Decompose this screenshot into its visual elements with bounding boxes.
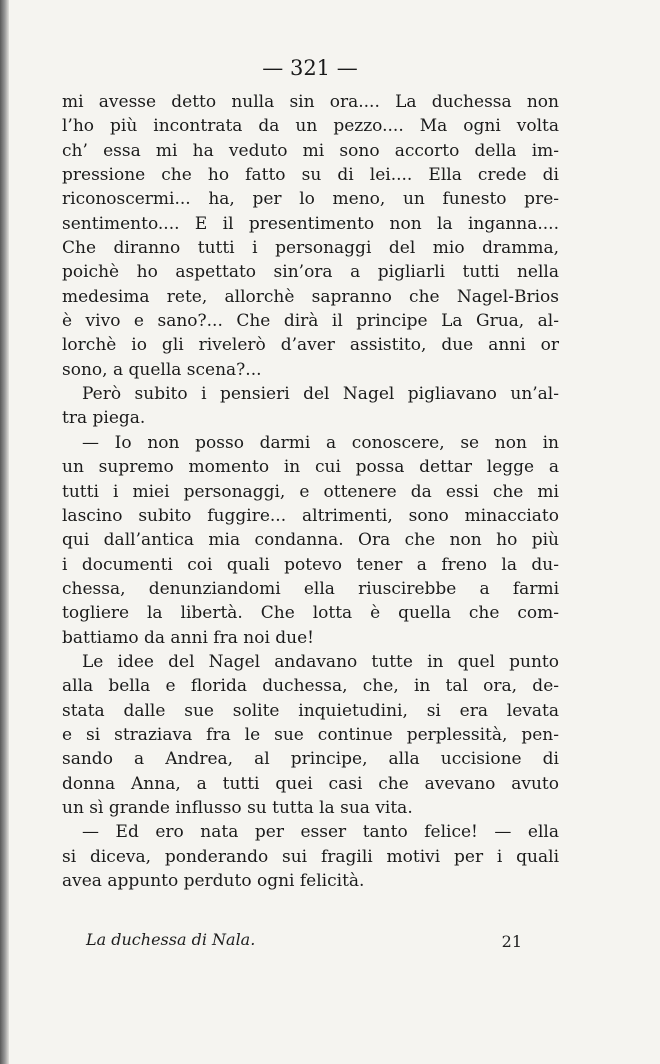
page-number: — 321 — — [262, 56, 358, 80]
text-line: un sì grande influsso su tutta la sua vita. — [62, 797, 413, 818]
text-line: qui dall’antica mia condanna. Ora che non ho più — [62, 530, 559, 551]
page-spine-shadow — [0, 0, 9, 1064]
text-line: donna Anna, a tutti quei casi che avevano avuto — [62, 773, 559, 794]
text-line: alla bella e florida duchessa, che, in tal ora, de- — [62, 676, 559, 697]
text-line: Le idee del Nagel andavano tutte in quel punto — [82, 651, 559, 672]
text-line: — Ed ero nata per esser tanto felice! — ella — [82, 822, 559, 843]
text-line: avea appunto perduto ogni felicità. — [62, 871, 365, 891]
text-line: un supremo momento in cui possa dettar legge a — [62, 457, 559, 478]
body-text — [62, 90, 559, 893]
text-line: riconoscermi... ha, per lo meno, un funesto pre- — [62, 189, 559, 210]
text-line: è vivo e sano?... Che dirà il principe La Grua, al- — [62, 311, 559, 332]
text-line: stata dalle sue solite inquietudini, si era levata — [62, 700, 559, 721]
text-line: sentimento.... E il presentimento non la inganna.... — [62, 213, 559, 234]
text-line: Però subito i pensieri del Nagel pigliavano un’al- — [82, 384, 559, 405]
text-line: tra piega. — [62, 408, 146, 429]
text-line: togliere la libertà. Che lotta è quella che com- — [62, 603, 559, 624]
footer-signature-mark: 21 — [501, 932, 522, 951]
text-line: e si straziava fra le sue continue perplessità, pen- — [62, 724, 559, 745]
text-line: pressione che ho fatto su di lei.... Ella crede di — [62, 165, 559, 186]
page-footer — [86, 930, 522, 958]
text-line: poichè ho aspettato sin’ora a pigliarli tutti nella — [62, 262, 559, 283]
text-line: lorchè io gli rivelerò d’aver assistito, due anni or — [62, 335, 559, 356]
text-line: chessa, denunziandomi ella riuscirebbe a farmi — [62, 578, 559, 599]
text-line: Che diranno tutti i personaggi del mio dramma, — [62, 238, 559, 259]
text-line: l’ho più incontrata da un pezzo.... Ma ogni volta — [62, 116, 559, 137]
text-line: lascino subito fuggire... altrimenti, sono minacciato — [62, 505, 559, 526]
text-line: ch’ essa mi ha veduto mi sono accorto della im- — [62, 140, 559, 161]
text-line: medesima rete, allorchè sapranno che Nagel-Brios — [62, 286, 559, 307]
footer-book-title: La duchessa di Nala. — [86, 930, 256, 949]
text-line: si diceva, ponderando sui fragili motivi per i quali — [62, 846, 559, 867]
text-line: i documenti coi quali potevo tener a freno la du- — [62, 554, 559, 575]
text-line: sono, a quella scena?... — [62, 359, 262, 380]
text-line: tutti i miei personaggi, e ottenere da essi che mi — [62, 481, 559, 502]
text-line: sando a Andrea, al principe, alla uccisione di — [62, 749, 559, 770]
text-line: mi avesse detto nulla sin ora.... La duchessa non — [62, 92, 559, 112]
text-line: battiamo da anni fra noi due! — [62, 627, 315, 648]
text-line: — Io non posso darmi a conoscere, se non in — [82, 432, 559, 453]
